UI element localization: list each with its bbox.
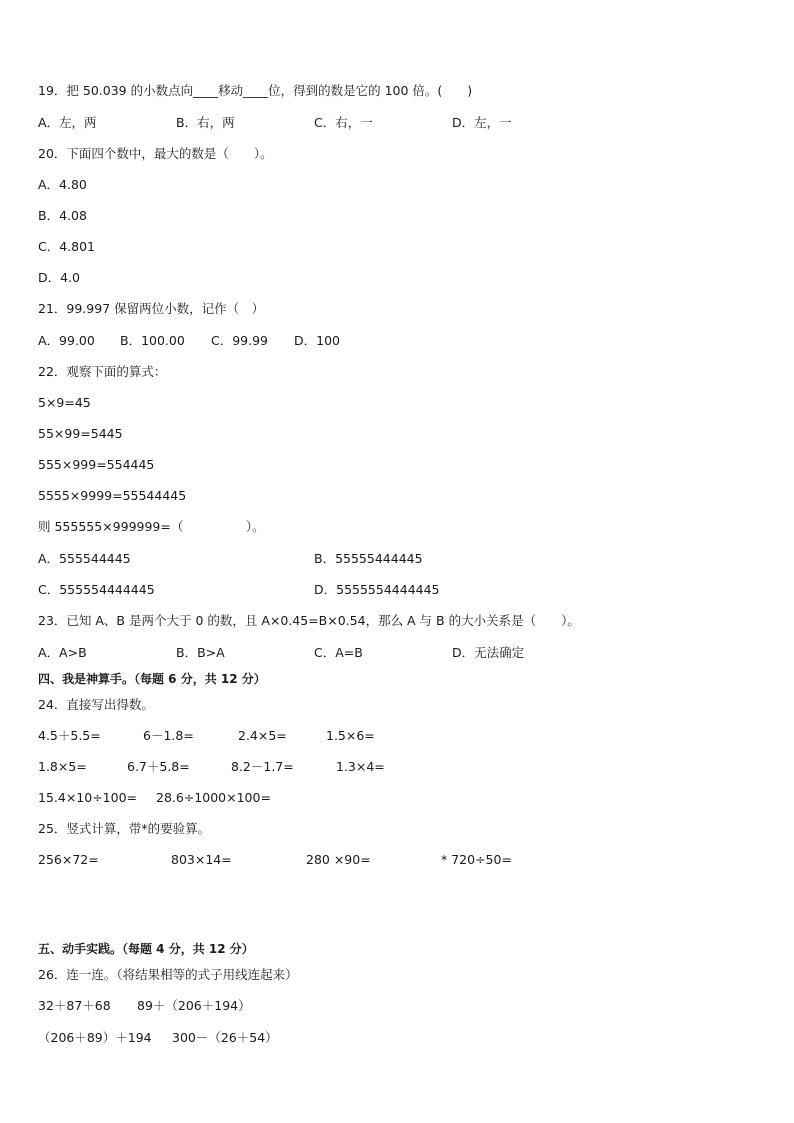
q21-option-a: A．99.00 bbox=[38, 333, 95, 348]
q22-option-c: C．555554444445 bbox=[38, 582, 155, 597]
question-22-stem: 22．观察下面的算式： bbox=[38, 364, 167, 379]
q24-expression: 1.5×6= bbox=[326, 728, 375, 743]
q21-option-c: C．99.99 bbox=[211, 333, 269, 348]
q24-expression: 15.4×10÷100= bbox=[38, 790, 138, 805]
q21-option-d: D．100 bbox=[294, 333, 340, 348]
q24-expression: 2.4×5= bbox=[238, 728, 287, 743]
q24-expression: 1.8×5= bbox=[38, 759, 87, 774]
question-26-stem: 26．连一连。（将结果相等的式子用线连起来） bbox=[38, 967, 298, 982]
q22-equation: 5×9=45 bbox=[38, 395, 91, 410]
q24-expression: 6.7＋5.8= bbox=[127, 759, 190, 774]
q22-option-a: A．555544445 bbox=[38, 551, 131, 566]
q23-option-b: B．B>A bbox=[176, 645, 225, 660]
q25-expression: 256×72= bbox=[38, 852, 99, 867]
q19-option-c: C．右，一 bbox=[314, 115, 373, 130]
q24-expression: 4.5＋5.5= bbox=[38, 728, 101, 743]
q26-expression: 300－（26＋54） bbox=[172, 1030, 278, 1045]
q20-option-d: D．4.0 bbox=[38, 270, 81, 285]
q24-expression: 6－1.8= bbox=[143, 728, 194, 743]
q23-option-a: A．A>B bbox=[38, 645, 87, 660]
q26-expression: 32＋87＋68 bbox=[38, 998, 111, 1013]
q22-equation: 5555×9999=55544445 bbox=[38, 488, 187, 503]
q22-option-b: B．55555444445 bbox=[314, 551, 423, 566]
q24-expression: 8.2－1.7= bbox=[231, 759, 294, 774]
q20-option-b: B．4.08 bbox=[38, 208, 87, 223]
q22-option-d: D．5555554444445 bbox=[314, 582, 440, 597]
q25-expression: 803×14= bbox=[171, 852, 232, 867]
q20-option-a: A．4.80 bbox=[38, 177, 87, 192]
q21-option-b: B．100.00 bbox=[120, 333, 185, 348]
q26-expression: （206＋89）＋194 bbox=[38, 1030, 152, 1045]
section-4-title: 四、我是神算手。（每题 6 分，共 12 分） bbox=[38, 672, 266, 686]
question-24-stem: 24．直接写出得数。 bbox=[38, 697, 154, 712]
q23-option-c: C．A=B bbox=[314, 645, 363, 660]
q25-expression: 280 ×90= bbox=[306, 852, 371, 867]
question-20-stem: 20．下面四个数中，最大的数是（ ）。 bbox=[38, 146, 273, 161]
q22-equation: 55×99=5445 bbox=[38, 426, 123, 441]
q19-option-d: D．左，一 bbox=[452, 115, 512, 130]
question-23-stem: 23．已知 A、B 是两个大于 0 的数，且 A×0.45=B×0.54，那么 A 与 B 的大小关系是（ ）。 bbox=[38, 613, 580, 628]
question-25-stem: 25．竖式计算，带*的要验算。 bbox=[38, 821, 211, 836]
q22-ask: 则 555555×999999=（ ）。 bbox=[38, 519, 265, 534]
q22-equation: 555×999=554445 bbox=[38, 457, 155, 472]
question-21-stem: 21．99.997 保留两位小数，记作（ ） bbox=[38, 301, 265, 316]
q23-option-d: D．无法确定 bbox=[452, 645, 525, 660]
section-5-title: 五、动手实践。（每题 4 分，共 12 分） bbox=[38, 942, 254, 956]
question-19-stem: 19．把 50.039 的小数点向____移动____位，得到的数是它的 100 倍。( ) bbox=[38, 83, 473, 98]
q20-option-c: C．4.801 bbox=[38, 239, 96, 254]
q25-expression: * 720÷50= bbox=[441, 852, 512, 867]
q24-expression: 28.6÷1000×100= bbox=[156, 790, 271, 805]
q26-expression: 89＋（206＋194） bbox=[137, 998, 251, 1013]
q19-option-b: B．右，两 bbox=[176, 115, 235, 130]
q19-option-a: A．左，两 bbox=[38, 115, 97, 130]
q24-expression: 1.3×4= bbox=[336, 759, 385, 774]
